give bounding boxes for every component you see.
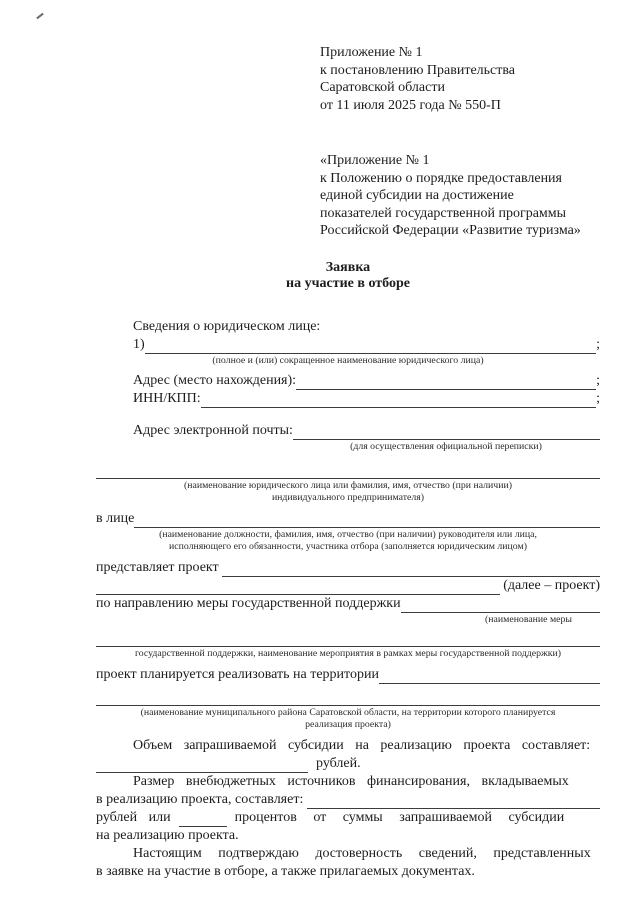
extra-funding-label: в реализацию проекта, составляет: bbox=[96, 791, 307, 807]
regulation-block bbox=[320, 152, 640, 240]
amount-row bbox=[96, 755, 600, 773]
email-row bbox=[96, 422, 600, 440]
appendix-line: к постановлению Правительства bbox=[320, 62, 516, 78]
confirmation-line-1: Настоящим подтверждаю достоверность сведений, представленных bbox=[133, 845, 591, 861]
scan-pen-mark bbox=[36, 13, 44, 20]
address-blank bbox=[296, 374, 596, 390]
territory-label: проект планируется реализовать на территории bbox=[96, 666, 379, 682]
project-blank-1 bbox=[222, 561, 600, 577]
semicolon: ; bbox=[596, 373, 600, 388]
appendix-block bbox=[320, 44, 640, 114]
org-name-caption: (полное и (или) сокращенное наименование юридического лица) bbox=[212, 354, 484, 366]
email-blank bbox=[293, 424, 600, 440]
email-label: Адрес электронной почты: bbox=[133, 423, 293, 438]
territory-blank bbox=[379, 668, 600, 684]
extra-funding-line-4: на реализацию проекта. bbox=[96, 827, 239, 843]
appendix-line: Приложение № 1 bbox=[320, 45, 423, 60]
direction-blank-2 bbox=[96, 631, 600, 647]
in-person-label: в лице bbox=[96, 510, 135, 526]
regulation-line: к Положению о порядке предоставления bbox=[320, 170, 562, 186]
applicant-name-blank bbox=[96, 463, 600, 479]
territory-blank-2 bbox=[96, 690, 600, 706]
regulation-line: единой субсидии на достижение bbox=[320, 188, 514, 203]
amount-paragraph: Объем запрашиваемой субсидии на реализацию проекта составляет: bbox=[133, 737, 591, 753]
regulation-line: «Приложение № 1 bbox=[320, 153, 430, 168]
address-row bbox=[96, 372, 600, 390]
percent-suffix: процентов от суммы запрашиваемой субсидии bbox=[234, 809, 565, 825]
semicolon: ; bbox=[596, 336, 600, 352]
extra-funding-blank bbox=[307, 793, 600, 809]
direction-row bbox=[96, 595, 600, 613]
in-person-blank bbox=[134, 512, 600, 528]
in-person-row bbox=[96, 510, 600, 528]
direction-blank bbox=[401, 597, 600, 613]
applicant-name-line bbox=[96, 463, 600, 479]
amount-suffix: рублей. bbox=[316, 755, 361, 771]
legal-info-heading: Сведения о юридическом лице: bbox=[133, 318, 321, 334]
email-caption: (для осуществления официальной переписки) bbox=[350, 441, 542, 452]
confirmation-line-2: в заявке на участие в отборе, а также прилагаемых документах. bbox=[96, 863, 475, 879]
territory-row bbox=[96, 666, 600, 684]
in-person-caption-1: (наименование должности, фамилия, имя, отчество (при наличии) руководителя или лица, bbox=[159, 528, 537, 540]
percent-row bbox=[96, 809, 600, 827]
appendix-line: Саратовской области bbox=[320, 80, 445, 95]
inn-kpp-blank bbox=[201, 392, 596, 408]
project-label: представляет проект bbox=[96, 559, 223, 575]
inn-kpp-row bbox=[96, 390, 600, 408]
in-person-caption-2: исполняющего его обязанности, участника отбора (заполняется юридическим лицом) bbox=[169, 541, 527, 552]
project-row-2 bbox=[96, 577, 600, 595]
territory-caption-1: (наименование муниципального района Саратовской области, на территории которого планируется bbox=[140, 706, 556, 718]
title-line-2: на участие в отборе bbox=[286, 275, 410, 291]
applicant-caption-2: индивидуального предпринимателя) bbox=[271, 492, 425, 503]
semicolon: ; bbox=[596, 391, 600, 406]
direction-line-2 bbox=[96, 631, 600, 647]
title-line-1: Заявка bbox=[325, 259, 371, 275]
appendix-line: от 11 июля 2025 года № 550-П bbox=[320, 97, 501, 113]
direction-caption-2: государственной поддержки, наименование мероприятия в рамках меры государственной поддержки) bbox=[134, 648, 562, 659]
project-row bbox=[96, 559, 600, 577]
org-name-row bbox=[96, 336, 600, 354]
direction-label: по направлению меры государственной поддержки bbox=[96, 595, 401, 611]
applicant-caption-1: (наименование юридического лица или фамилия, имя, отчество (при наличии) bbox=[184, 479, 512, 491]
percent-prefix: рублей или bbox=[96, 809, 171, 825]
extra-funding-row bbox=[96, 791, 600, 809]
form-body bbox=[0, 292, 640, 881]
item-number: 1) bbox=[133, 336, 145, 352]
territory-line-2 bbox=[96, 690, 600, 706]
percent-blank bbox=[179, 811, 227, 827]
address-label: Адрес (место нахождения): bbox=[133, 373, 297, 388]
project-blank-2 bbox=[96, 579, 500, 595]
amount-blank bbox=[96, 757, 308, 773]
document-title bbox=[0, 260, 640, 292]
territory-caption-2: реализация проекта) bbox=[305, 719, 391, 730]
regulation-line: показателей государственной программы bbox=[320, 205, 567, 221]
extra-funding-line-1: Размер внебюджетных источников финансирования, вкладываемых bbox=[133, 773, 569, 789]
inn-kpp-label: ИНН/КПП: bbox=[133, 391, 201, 406]
regulation-line: Российской Федерации «Развитие туризма» bbox=[320, 223, 581, 238]
direction-caption-1: (наименование меры bbox=[485, 613, 572, 625]
project-suffix: (далее – проект) bbox=[499, 577, 600, 593]
org-name-blank bbox=[145, 338, 596, 354]
